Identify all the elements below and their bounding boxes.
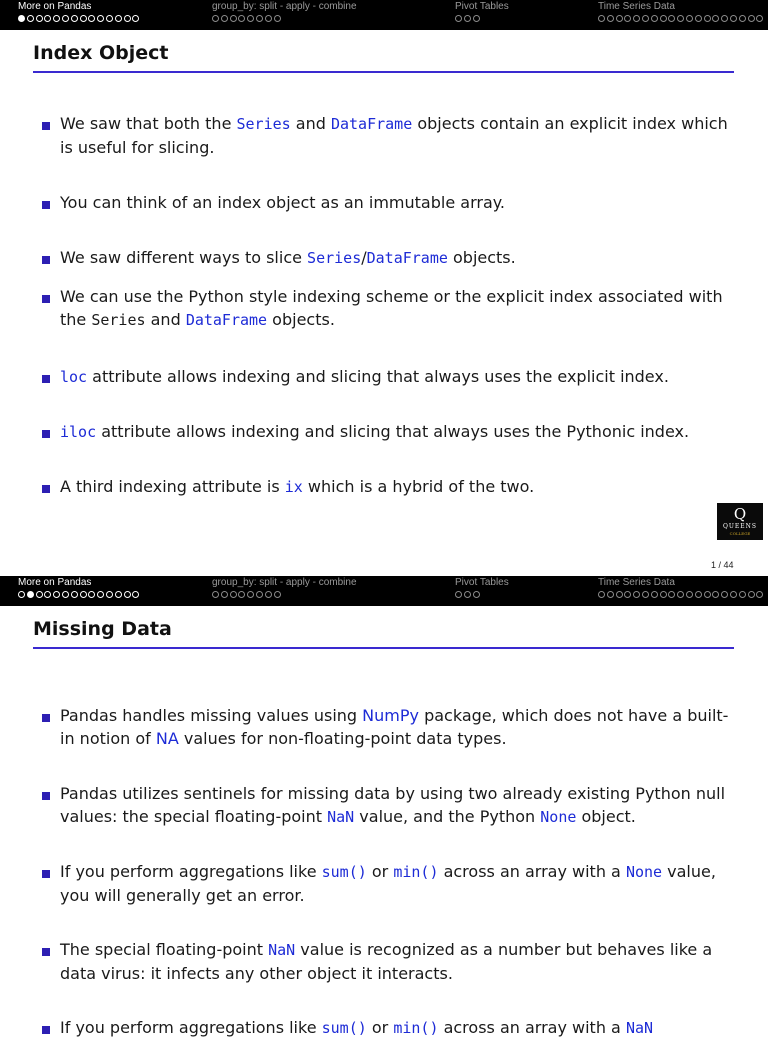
nav-dot[interactable] (686, 591, 693, 598)
code-term: iloc (60, 423, 97, 441)
nav-dot[interactable] (80, 591, 87, 598)
nav-dot[interactable] (712, 591, 719, 598)
nav-dot[interactable] (739, 15, 746, 22)
nav-dot[interactable] (748, 15, 755, 22)
text-run: objects. (267, 310, 335, 329)
nav-dot[interactable] (97, 591, 104, 598)
nav-dot[interactable] (464, 15, 471, 22)
code-term: DataFrame (185, 311, 268, 329)
text-run: We saw different ways to slice (60, 248, 308, 267)
nav-dots (212, 15, 282, 22)
nav-dot[interactable] (256, 591, 263, 598)
code-term: NaN (625, 1019, 654, 1037)
nav-section-label: Time Series Data (598, 1, 675, 12)
nav-dots (18, 15, 141, 22)
nav-dot[interactable] (473, 15, 480, 22)
bullet-text (60, 285, 730, 332)
code-term: min() (393, 863, 439, 881)
nav-dot[interactable] (36, 591, 43, 598)
bullet-text (60, 246, 730, 270)
nav-dot[interactable] (455, 15, 462, 22)
bullet-marker (42, 375, 50, 383)
bullet-text (60, 475, 730, 499)
nav-dot[interactable] (27, 15, 34, 22)
nav-dot[interactable] (695, 591, 702, 598)
bullet-text (60, 938, 730, 985)
nav-dots (598, 591, 765, 598)
text-run: You can think of an index object as an immutable array. (60, 193, 506, 212)
nav-dot[interactable] (247, 15, 254, 22)
text-run: or (366, 1018, 394, 1037)
text-run: A third indexing attribute is (60, 477, 285, 496)
nav-dot[interactable] (704, 15, 711, 22)
nav-dot[interactable] (660, 15, 667, 22)
bullet-text (60, 191, 730, 214)
nav-section-label: More on Pandas (18, 577, 92, 588)
nav-dot[interactable] (473, 591, 480, 598)
nav-dot[interactable] (730, 591, 737, 598)
text-run: object. (576, 807, 636, 826)
text-run: / (361, 248, 367, 267)
slide-missing-data (0, 576, 768, 1037)
nav-dot[interactable] (598, 591, 605, 598)
text-run: The special floating-point (60, 940, 269, 959)
nav-dot[interactable] (44, 15, 51, 22)
nav-dot[interactable] (686, 15, 693, 22)
nav-dot[interactable] (721, 15, 728, 22)
highlight-term: NumPy (362, 706, 419, 725)
nav-dot[interactable] (230, 15, 237, 22)
nav-dot[interactable] (668, 15, 675, 22)
text-run: across an array with a (438, 862, 626, 881)
nav-section-label: group_by: split - apply - combine (212, 1, 357, 12)
logo-letter: Q (733, 505, 747, 523)
bullet-text (60, 860, 730, 907)
text-run: attribute allows indexing and slicing that always uses the Pythonic index. (96, 422, 690, 441)
nav-dot[interactable] (97, 15, 104, 22)
code-term: Series (307, 249, 362, 267)
nav-dot[interactable] (132, 591, 139, 598)
bullet-text (60, 420, 730, 444)
code-term: min() (393, 1019, 439, 1037)
text-run: and (290, 114, 331, 133)
text-run: attribute allows indexing and slicing that always uses the explicit index. (87, 367, 669, 386)
nav-dot[interactable] (730, 15, 737, 22)
nav-dot[interactable] (642, 15, 649, 22)
nav-dot[interactable] (71, 15, 78, 22)
nav-dots (18, 591, 141, 598)
navigation-bar (0, 576, 768, 606)
nav-dot[interactable] (115, 15, 122, 22)
nav-dot[interactable] (71, 591, 78, 598)
text-run: objects. (447, 248, 516, 267)
code-term: DataFrame (330, 115, 413, 133)
nav-dot[interactable] (274, 15, 281, 22)
bullet-text (60, 365, 730, 389)
nav-dots (212, 591, 282, 598)
nav-dot[interactable] (695, 15, 702, 22)
nav-dot[interactable] (212, 591, 219, 598)
code-term: sum() (321, 863, 367, 881)
nav-dots (598, 15, 765, 22)
nav-dot[interactable] (44, 591, 51, 598)
frame-title: Missing Data (33, 618, 172, 640)
bullet-marker (42, 295, 50, 303)
bullet-text (60, 704, 730, 750)
title-rule (33, 71, 734, 73)
bullet-marker (42, 430, 50, 438)
code-term: None (625, 863, 663, 881)
title-rule (33, 647, 734, 649)
nav-dot[interactable] (633, 15, 640, 22)
code-term: Series (91, 311, 146, 329)
bullet-marker (42, 122, 50, 130)
logo-word: QUEENS (722, 523, 758, 530)
nav-section-label: Pivot Tables (455, 577, 509, 588)
code-term: sum() (321, 1019, 367, 1037)
nav-dot[interactable] (624, 591, 631, 598)
nav-dot[interactable] (18, 591, 25, 598)
nav-dot[interactable] (607, 591, 614, 598)
nav-dot[interactable] (124, 15, 131, 22)
text-run: values for non-floating-point data types. (178, 729, 507, 748)
text-run: or (366, 862, 394, 881)
nav-dot[interactable] (748, 591, 755, 598)
nav-dot[interactable] (212, 15, 219, 22)
logo-sub: COLLEGE (729, 531, 751, 536)
text-run: If you perform aggregations like (60, 1018, 322, 1037)
nav-dot[interactable] (455, 591, 462, 598)
bullet-marker (42, 714, 50, 722)
nav-dot[interactable] (221, 591, 228, 598)
nav-dot[interactable] (265, 15, 272, 22)
nav-dot[interactable] (642, 591, 649, 598)
nav-section-label: More on Pandas (18, 1, 92, 12)
nav-dot[interactable] (115, 591, 122, 598)
nav-dot[interactable] (27, 591, 34, 598)
nav-dot[interactable] (18, 15, 25, 22)
nav-dot[interactable] (721, 591, 728, 598)
nav-dot[interactable] (62, 591, 69, 598)
nav-dots (455, 15, 481, 22)
bullet-text (60, 1016, 730, 1040)
nav-dot[interactable] (88, 15, 95, 22)
code-term: Series (236, 115, 291, 133)
bullet-marker (42, 948, 50, 956)
nav-dot[interactable] (756, 591, 763, 598)
nav-section-label: Time Series Data (598, 577, 675, 588)
nav-dot[interactable] (274, 591, 281, 598)
text-run: If you perform aggregations like (60, 862, 322, 881)
nav-dot[interactable] (124, 591, 131, 598)
text-run: value, and the Python (354, 807, 541, 826)
nav-dot[interactable] (88, 591, 95, 598)
nav-dot[interactable] (238, 591, 245, 598)
text-run: We can use the Python style indexing scheme or the explicit index associated with the (60, 287, 723, 329)
nav-dot[interactable] (677, 591, 684, 598)
nav-dots (455, 591, 481, 598)
bullet-text (60, 112, 730, 159)
queens-college-logo (717, 503, 763, 540)
bullet-marker (42, 485, 50, 493)
nav-dot[interactable] (106, 591, 113, 598)
code-term: NaN (327, 808, 355, 826)
nav-dot[interactable] (616, 591, 623, 598)
nav-dot[interactable] (633, 591, 640, 598)
nav-dot[interactable] (238, 15, 245, 22)
code-term: loc (60, 368, 88, 386)
nav-dot[interactable] (712, 15, 719, 22)
nav-dot[interactable] (256, 15, 263, 22)
nav-dot[interactable] (221, 15, 228, 22)
nav-dot[interactable] (230, 591, 237, 598)
bullet-marker (42, 201, 50, 209)
nav-dot[interactable] (624, 15, 631, 22)
frame-title: Index Object (33, 42, 169, 64)
nav-dot[interactable] (607, 15, 614, 22)
nav-dot[interactable] (36, 15, 43, 22)
nav-dot[interactable] (247, 591, 254, 598)
nav-dot[interactable] (265, 591, 272, 598)
code-term: ix (284, 478, 303, 496)
text-run: value is recognized as a number but behaves like a data virus: it infects any other object it interacts. (60, 940, 713, 983)
bullet-text (60, 782, 730, 829)
text-run: which is a hybrid of the two. (302, 477, 535, 496)
nav-dot[interactable] (668, 591, 675, 598)
nav-section-label: group_by: split - apply - combine (212, 577, 357, 588)
nav-dot[interactable] (756, 15, 763, 22)
text-run: Pandas handles missing values using (60, 706, 363, 725)
navigation-bar (0, 0, 768, 30)
nav-dot[interactable] (132, 15, 139, 22)
text-run: across an array with a (438, 1018, 626, 1037)
nav-dot[interactable] (598, 15, 605, 22)
nav-dot[interactable] (660, 591, 667, 598)
nav-dot[interactable] (651, 591, 658, 598)
nav-section-label: Pivot Tables (455, 1, 509, 12)
nav-dot[interactable] (616, 15, 623, 22)
nav-dot[interactable] (739, 591, 746, 598)
text-run: value, you will generally get an error. (60, 862, 716, 905)
nav-dot[interactable] (651, 15, 658, 22)
text-run: We saw that both the (60, 114, 237, 133)
nav-dot[interactable] (464, 591, 471, 598)
bullet-marker (42, 256, 50, 264)
bullet-marker (42, 870, 50, 878)
nav-dot[interactable] (53, 15, 60, 22)
nav-dot[interactable] (80, 15, 87, 22)
bullet-marker (42, 1026, 50, 1034)
text-run: package, which does not have a built-in notion of (60, 706, 729, 748)
highlight-term: NA (155, 729, 179, 748)
nav-dot[interactable] (53, 591, 60, 598)
text-run: and (145, 310, 186, 329)
bullet-marker (42, 792, 50, 800)
nav-dot[interactable] (62, 15, 69, 22)
code-term: DataFrame (366, 249, 448, 267)
text-run: Pandas utilizes sentinels for missing data by using two already existing Python null values: the special floating-point (60, 784, 726, 826)
page-number: 1 / 44 (711, 560, 734, 570)
code-term: NaN (268, 941, 296, 959)
nav-dot[interactable] (677, 15, 684, 22)
nav-dot[interactable] (704, 591, 711, 598)
code-term: None (540, 808, 577, 826)
text-run: objects contain an explicit index which is useful for slicing. (60, 114, 728, 157)
nav-dot[interactable] (106, 15, 113, 22)
